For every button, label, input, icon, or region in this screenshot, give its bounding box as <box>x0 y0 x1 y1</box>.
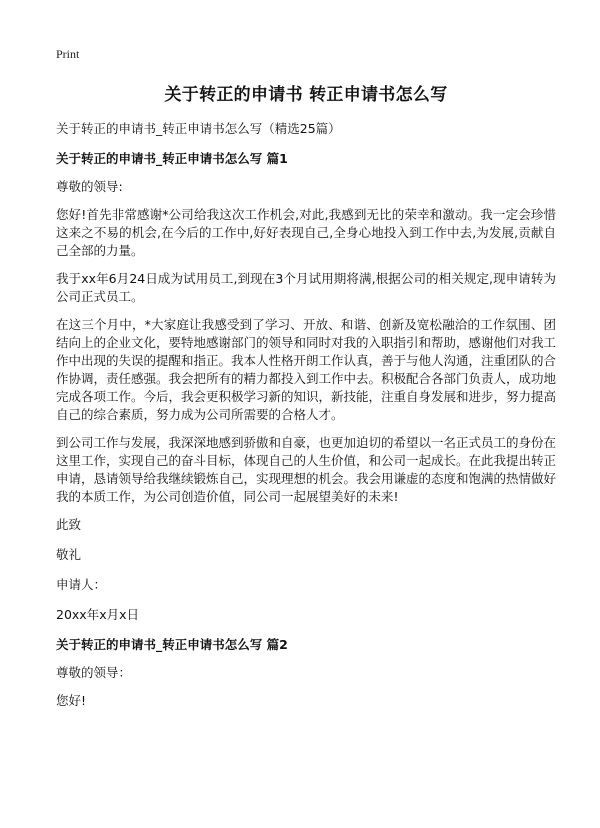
document-subtitle: 关于转正的申请书_转正申请书怎么写（精选25篇） <box>56 121 341 136</box>
section-1-paragraph-2: 我于xx年6月24日成为试用员工,到现在3个月试用期将满,根据公司的相关规定,现申请转为公司正式员工。 <box>56 271 556 304</box>
section-1-closing-1: 此致 <box>56 517 82 532</box>
section-1-heading: 关于转正的申请书_转正申请书怎么写 篇1 <box>56 151 288 166</box>
document-title: 关于转正的申请书 转正申请书怎么写 <box>164 85 448 105</box>
section-1-greeting: 尊敬的领导: <box>56 179 123 194</box>
section-2-greeting: 尊敬的领导： <box>56 665 132 680</box>
section-1-date: 20xx年x月x日 <box>56 607 139 622</box>
print-label: Print <box>56 47 80 61</box>
section-1-applicant: 申请人： <box>56 577 107 592</box>
section-1-paragraph-3: 在这三个月中，*大家庭让我感受到了学习、开放、和谐、创新及宽松融洽的工作氛围、团结向上的企业文化，要特地感谢部门的领导和同时对我的入职指引和帮助，感谢他们对我工作中出现的失误的提醒和指正。我本人性格开朗工作认真，善于与他人沟通，注重团队的合作协调，责任感强。我会把所有的精力都投入到工作中去。积极配合各部门负责人，成功地完成各项工作。今后，我会更积极学习新的知识，新技能，注重自身发展和进步，努力提高自己的综合素质，努力成为公司所需要的合格人才。 <box>56 317 557 422</box>
section-1-closing-2: 敬礼 <box>56 547 82 562</box>
section-1-paragraph-1: 您好!首先非常感谢*公司给我这次工作机会,对此,我感到无比的荣幸和激动。我一定会珍惜这来之不易的机会,在今后的工作中,好好表现自己,全身心地投入到工作中去,为发展,贡献自己全部的力量。 <box>56 207 556 258</box>
section-2-heading: 关于转正的申请书_转正申请书怎么写 篇2 <box>56 637 288 652</box>
section-1-paragraph-4: 到公司工作与发展，我深深地感到骄傲和自豪，也更加迫切的希望以一名正式员工的身份在这里工作，实现自己的奋斗目标，体现自己的人生价值，和公司一起成长。在此我提出转正申请，恳请领导给我继续锻炼自己，实现理想的机会。我会用谦虚的态度和饱满的热情做好我的本质工作，为公司创造价值，同公司一起展望美好的未来! <box>56 435 557 504</box>
section-2-opening: 您好! <box>56 693 87 708</box>
